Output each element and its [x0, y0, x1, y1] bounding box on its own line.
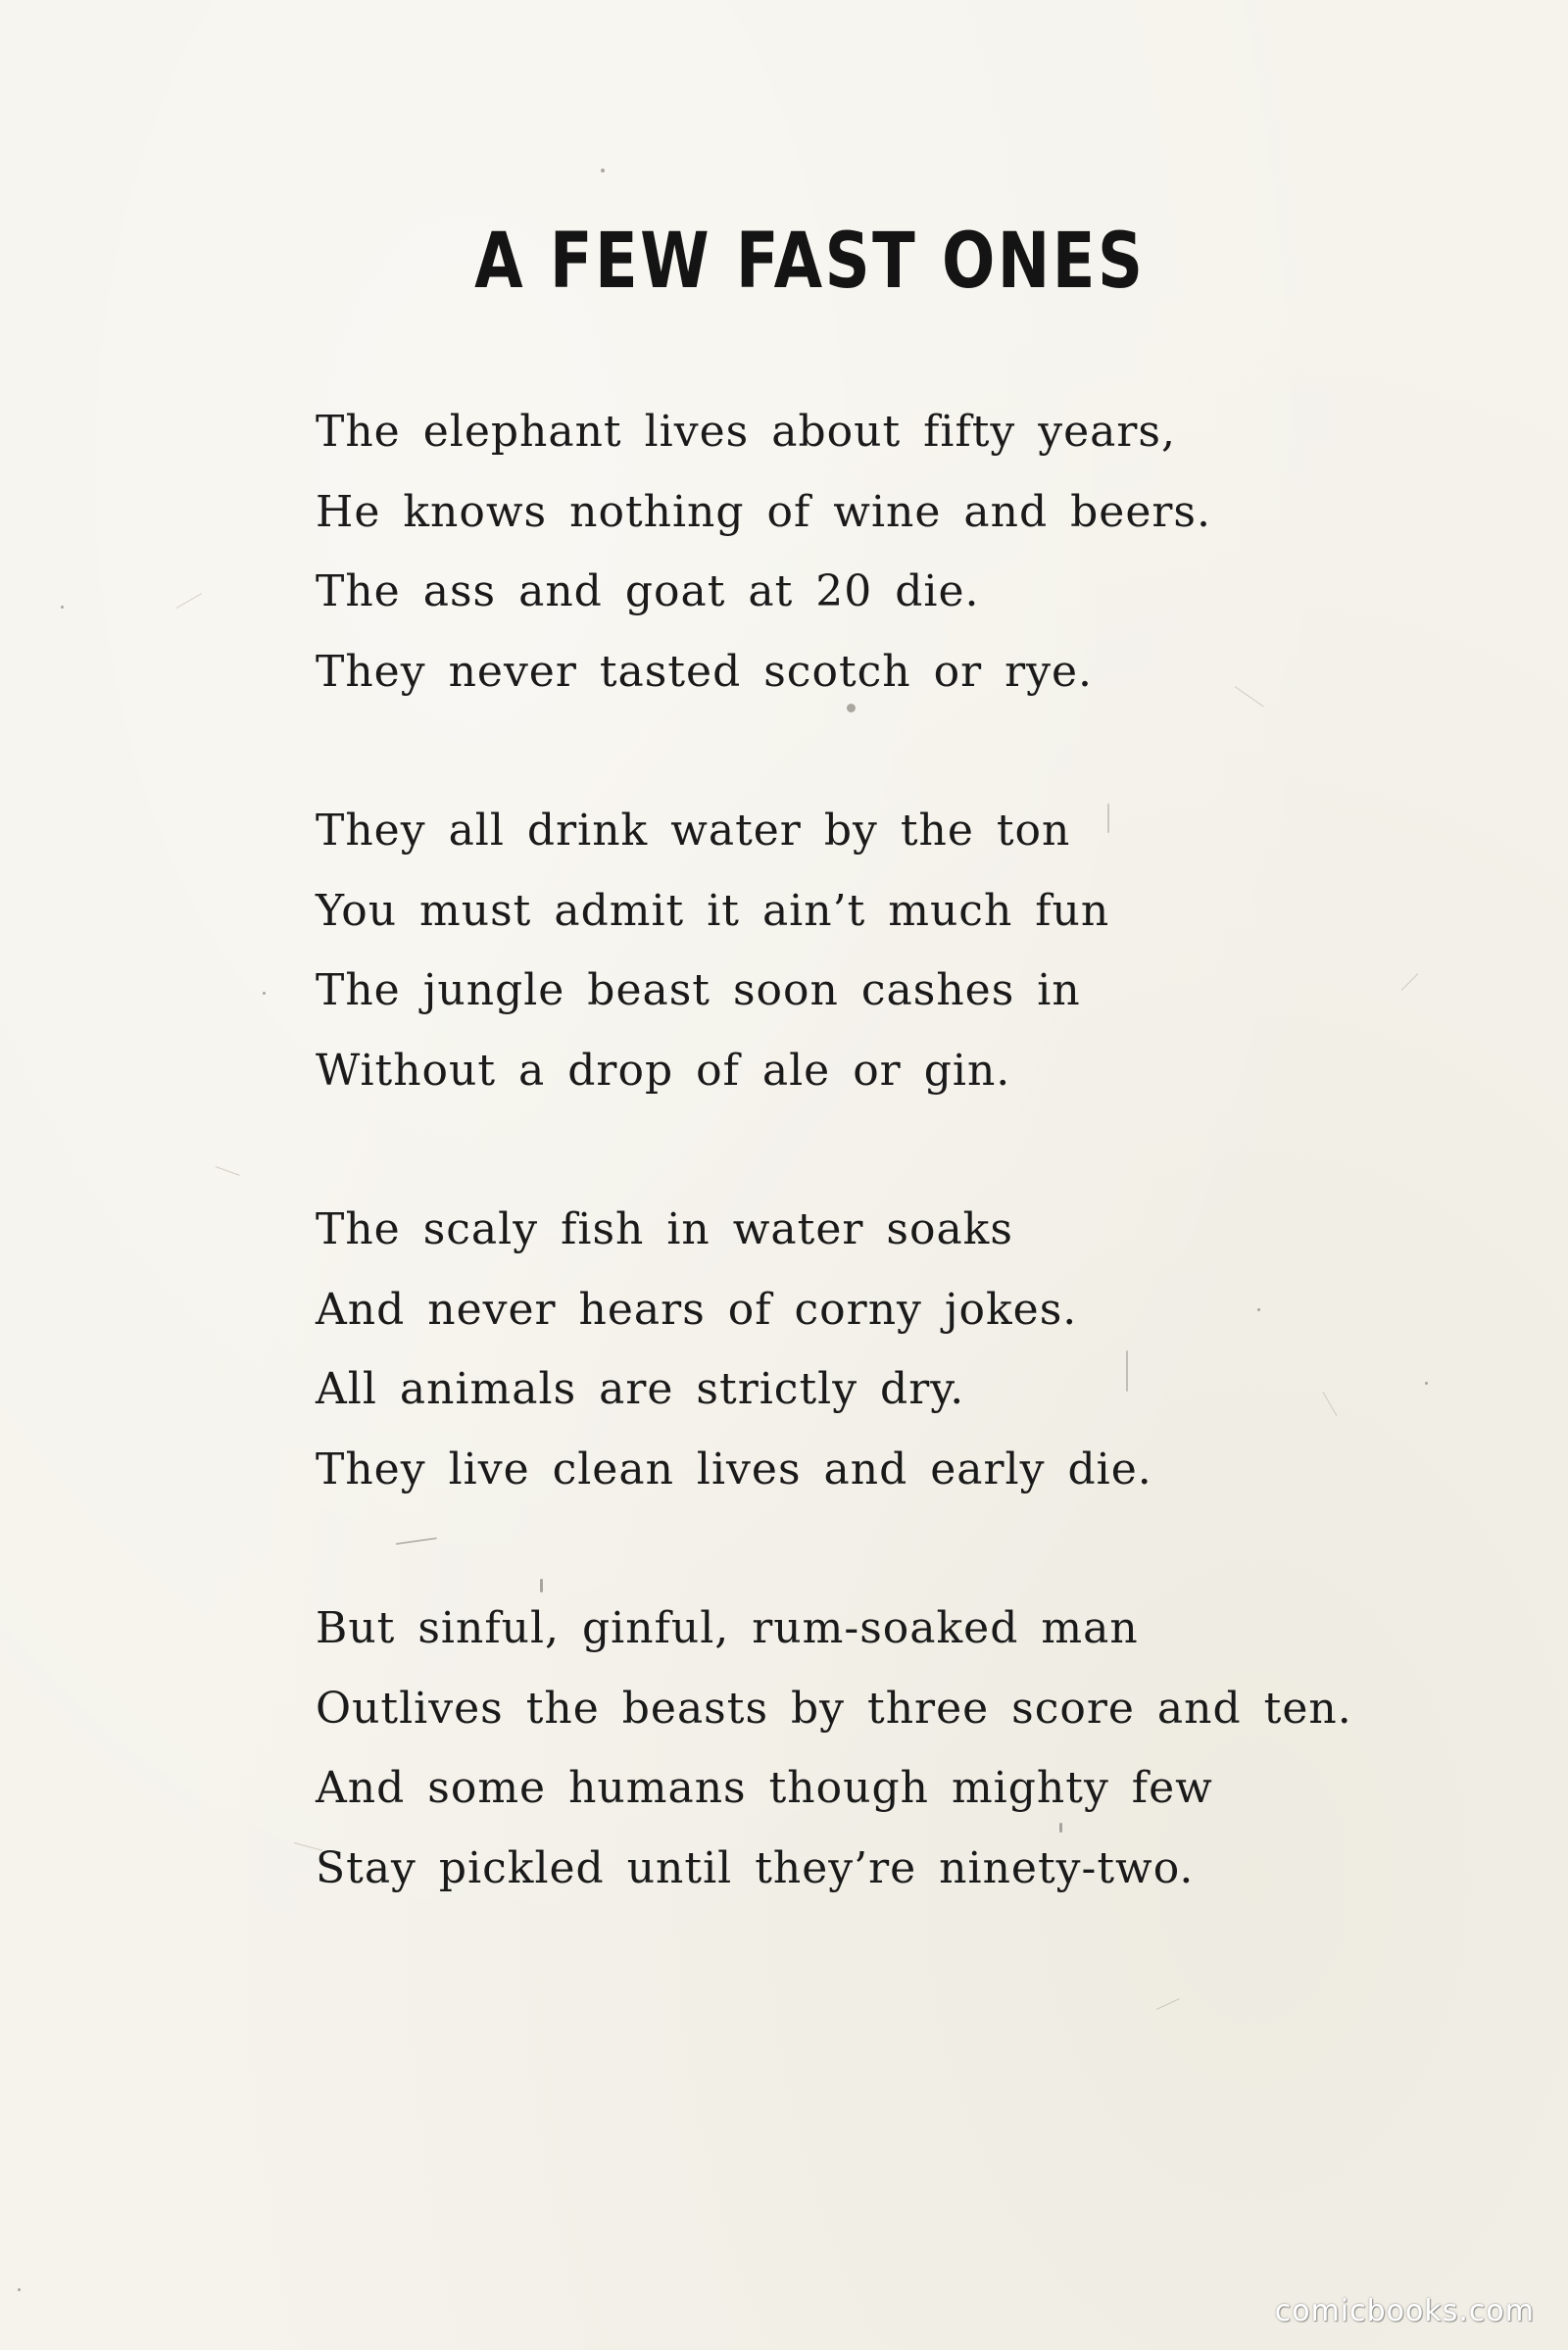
paper-fiber — [216, 1166, 240, 1176]
poem-line: He knows nothing of wine and beers. — [316, 486, 1211, 537]
page-title: A FEW FAST ONES — [474, 218, 1146, 306]
paper-speck — [18, 2288, 21, 2291]
poem-line: And some humans though mighty few — [316, 1763, 1213, 1813]
poem-line: They all drink water by the ton — [316, 806, 1071, 856]
poem — [316, 392, 1472, 1987]
paper-speck — [61, 606, 64, 609]
poem-line: They live clean lives and early die. — [316, 1444, 1152, 1494]
paper-fiber — [1156, 1998, 1180, 2010]
poem-line: Stay pickled until they’re ninety-two. — [316, 1842, 1195, 1893]
poem-line: They never tasted scotch or rye. — [316, 646, 1094, 697]
watermark: comicbooks.com — [1274, 2294, 1535, 2328]
stanza-1 — [316, 392, 1472, 711]
poem-line: Outlives the beasts by three score and ten. — [316, 1683, 1352, 1734]
poem-line: You must admit it ain’t much fun — [316, 885, 1110, 936]
paper-speck — [601, 169, 605, 172]
poem-line: The jungle beast soon cashes in — [316, 965, 1081, 1015]
stanza-3 — [316, 1190, 1472, 1509]
poem-line: Without a drop of ale or gin. — [316, 1045, 1011, 1096]
stanza-4 — [316, 1589, 1472, 1908]
paper-fiber — [176, 593, 202, 609]
poem-line: The elephant lives about fifty years, — [316, 407, 1177, 457]
poem-line: The scaly fish in water soaks — [316, 1204, 1013, 1254]
poem-line: But sinful, ginful, rum-soaked man — [316, 1603, 1139, 1653]
poem-line: All animals are strictly dry. — [316, 1364, 965, 1414]
poem-line: The ass and goat at 20 die. — [316, 566, 980, 616]
paper-speck — [263, 992, 266, 995]
stanza-2 — [316, 791, 1472, 1110]
poem-line: And never hears of corny jokes. — [316, 1284, 1078, 1335]
